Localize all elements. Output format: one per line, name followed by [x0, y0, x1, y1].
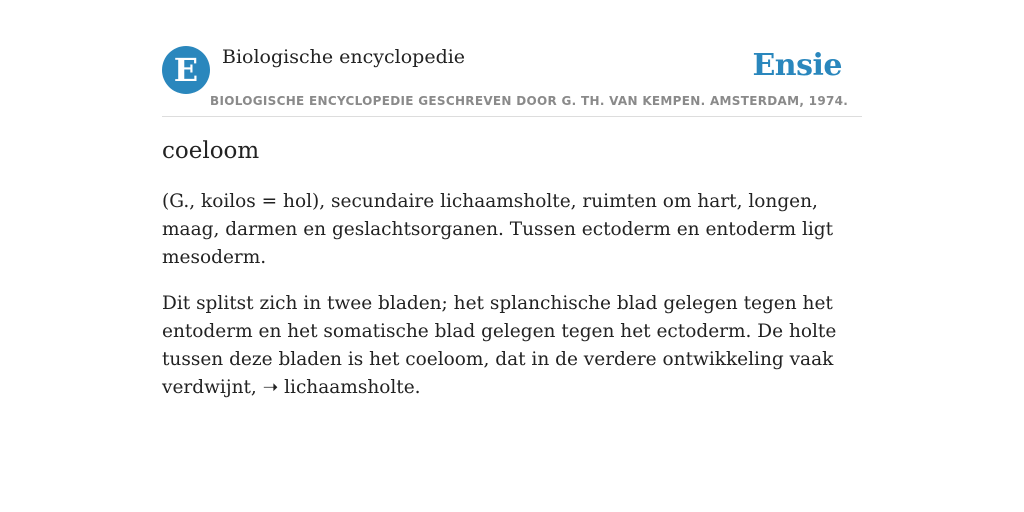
page-header — [162, 46, 862, 117]
entry-paragraph — [162, 290, 862, 402]
brand-link[interactable]: Ensie — [752, 48, 842, 83]
entry-content — [162, 138, 862, 420]
entry-title: coeloom — [162, 138, 260, 164]
cross-reference-link[interactable]: lichaamsholte. — [284, 377, 421, 398]
encyclopedia-logo[interactable] — [162, 46, 210, 94]
entry-paragraph: (G., koilos = hol), secundaire lichaamsholte, ruimten om hart, longen, maag, darmen en geslachtsorganen. Tussen ectoderm en entoderm ligt mesoderm. — [162, 191, 834, 268]
logo-letter: E — [173, 51, 199, 89]
paragraph-text: Dit splitst zich in twee bladen; het splanchische blad gelegen tegen het entoderm en het somatische blad gelegen tegen het ectoderm. De holte tussen deze bladen is het coeloom, dat in de verdere ontwikkeling vaak verdwijnt, — [162, 293, 837, 398]
site-title[interactable]: Biologische encyclopedie — [222, 46, 466, 68]
encyclopedia-subtitle: BIOLOGISCHE ENCYCLOPEDIE GESCHREVEN DOOR G. TH. VAN KEMPEN. AMSTERDAM, 1974. — [210, 94, 849, 108]
arrow-icon: ➝ — [262, 377, 279, 398]
